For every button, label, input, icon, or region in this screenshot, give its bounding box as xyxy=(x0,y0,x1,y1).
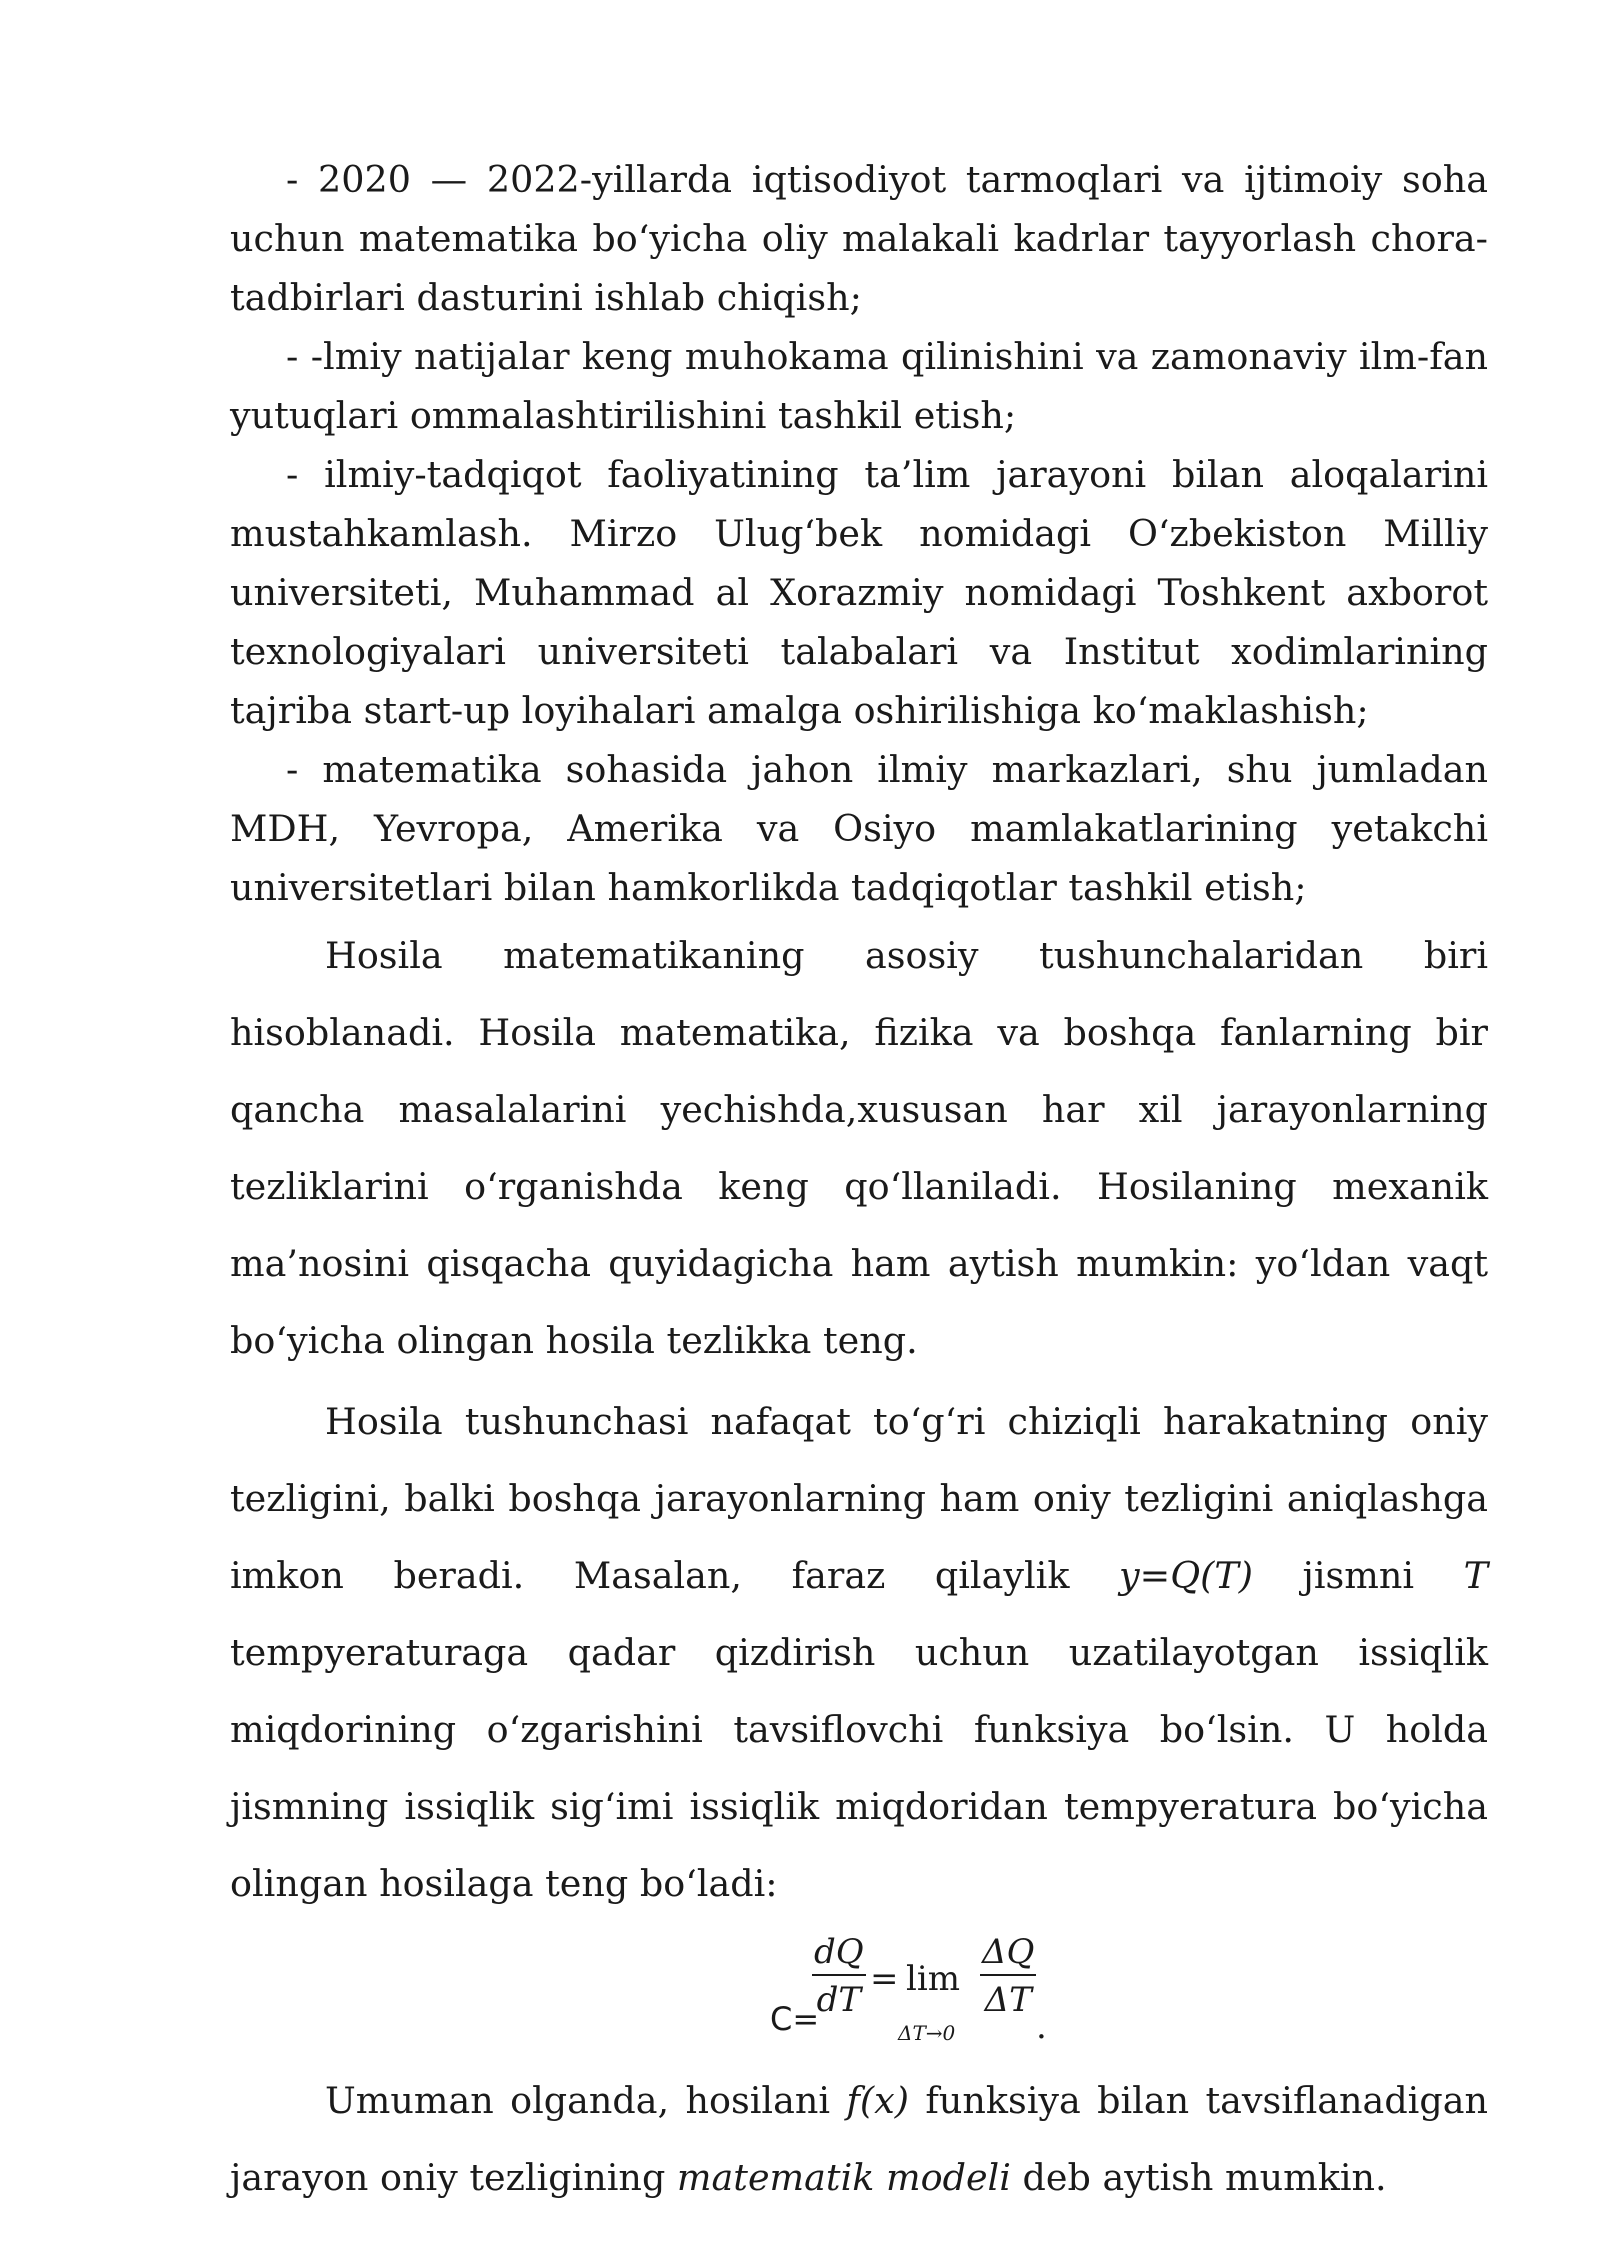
text-span: Umuman olganda, hosilani xyxy=(325,2079,847,2122)
fraction-numerator: ΔQ xyxy=(980,1930,1036,1976)
formula-lhs: C= xyxy=(770,2000,820,2038)
paragraph-conclusion xyxy=(230,2062,1488,2216)
text-span: tempyeraturaga qadar qizdirish uchun uzatilayotgan issiqlik miqdorining o‘zgarishini tavsiflovchi funksiya bo‘lsin. U holda jismning issiqlik sig‘imi issiqlik miqdoridan tempyeratura bo‘yicha olingan hosilaga teng bo‘ladi: xyxy=(230,1631,1488,1905)
paragraph-hosila-concept xyxy=(230,1383,1488,1922)
paragraph-hosila-definition: Hosila matematikaning asosiy tushunchalaridan biri hisoblanadi. Hosila matematika, fizika va boshqa fanlarning bir qancha masalalarini yechishda,xususan har xil jarayonlarning tezliklarini o‘rganishda keng qo‘llaniladi. Hosilaning mexanik ma’nosini qisqacha quyidagicha ham aytish mumkin: yo‘ldan vaqt bo‘yicha olingan hosila tezlikka teng. xyxy=(230,934,1488,1362)
heat-capacity-formula xyxy=(230,1924,1488,2054)
derivative-fraction xyxy=(812,1930,866,2024)
difference-fraction xyxy=(980,1930,1036,2024)
bullet-item-2: - -lmiy natijalar keng muhokama qilinishini va zamonaviy ilm-fan yutuqlari ommalashtirilishini tashkil etish; xyxy=(230,335,1488,437)
fraction-denominator: dT xyxy=(816,1980,862,2020)
fraction-numerator: dQ xyxy=(812,1930,866,1976)
function-notation: f(x) xyxy=(846,2079,909,2122)
function-notation: y=Q(T) xyxy=(1119,1554,1253,1597)
limit-operator: lim xyxy=(906,1959,960,1999)
text-span: funksiya bilan tavsiflanadigan jarayon oniy tezligining xyxy=(230,2079,1488,2199)
text-span: Hosila tushunchasi nafaqat to‘g‘ri chiziqli harakatning oniy tezligini, balki boshqa jarayonlarning ham oniy tezligini aniqlashga imkon beradi. Masalan, faraz qilaylik xyxy=(230,1400,1488,1597)
text-span: jismni xyxy=(1252,1554,1464,1597)
text-span: deb aytish mumkin. xyxy=(1010,2156,1387,2199)
formula-period: . xyxy=(1036,2007,1047,2047)
bullet-item-1: - 2020 — 2022-yillarda iqtisodiyot tarmoqlari va ijtimoiy soha uchun matematika bo‘yicha oliy malakali kadrlar tayyorlash chora-tadbirlari dasturini ishlab chiqish; xyxy=(230,158,1488,319)
variable-notation: T xyxy=(1463,1554,1489,1597)
fraction-denominator: ΔT xyxy=(984,1980,1032,2020)
bullet-item-4: - matematika sohasida jahon ilmiy markazlari, shu jumladan MDH, Yevropa, Amerika va Osiyo mamlakatlarining yetakchi universitetlari bilan hamkorlikda tadqiqotlar tashkil etish; xyxy=(230,748,1488,909)
bullet-item-3: - ilmiy-tadqiqot faoliyatining ta’lim jarayoni bilan aloqalarini mustahkamlash. Mirzo Ulug‘bek nomidagi O‘zbekiston Milliy universiteti, Muhammad al Xorazmiy nomidagi Toshkent axborot texnologiyalari universiteti talabalari va Institut xodimlarining tajriba start-up loyihalari amalga oshirilishiga ko‘maklashish; xyxy=(230,453,1488,732)
emphasis-term: matematik modeli xyxy=(676,2156,1011,2199)
document-body xyxy=(230,150,1488,2216)
equals-sign: = xyxy=(870,1959,899,1999)
limit-subscript: ΔT→0 xyxy=(898,2021,956,2045)
